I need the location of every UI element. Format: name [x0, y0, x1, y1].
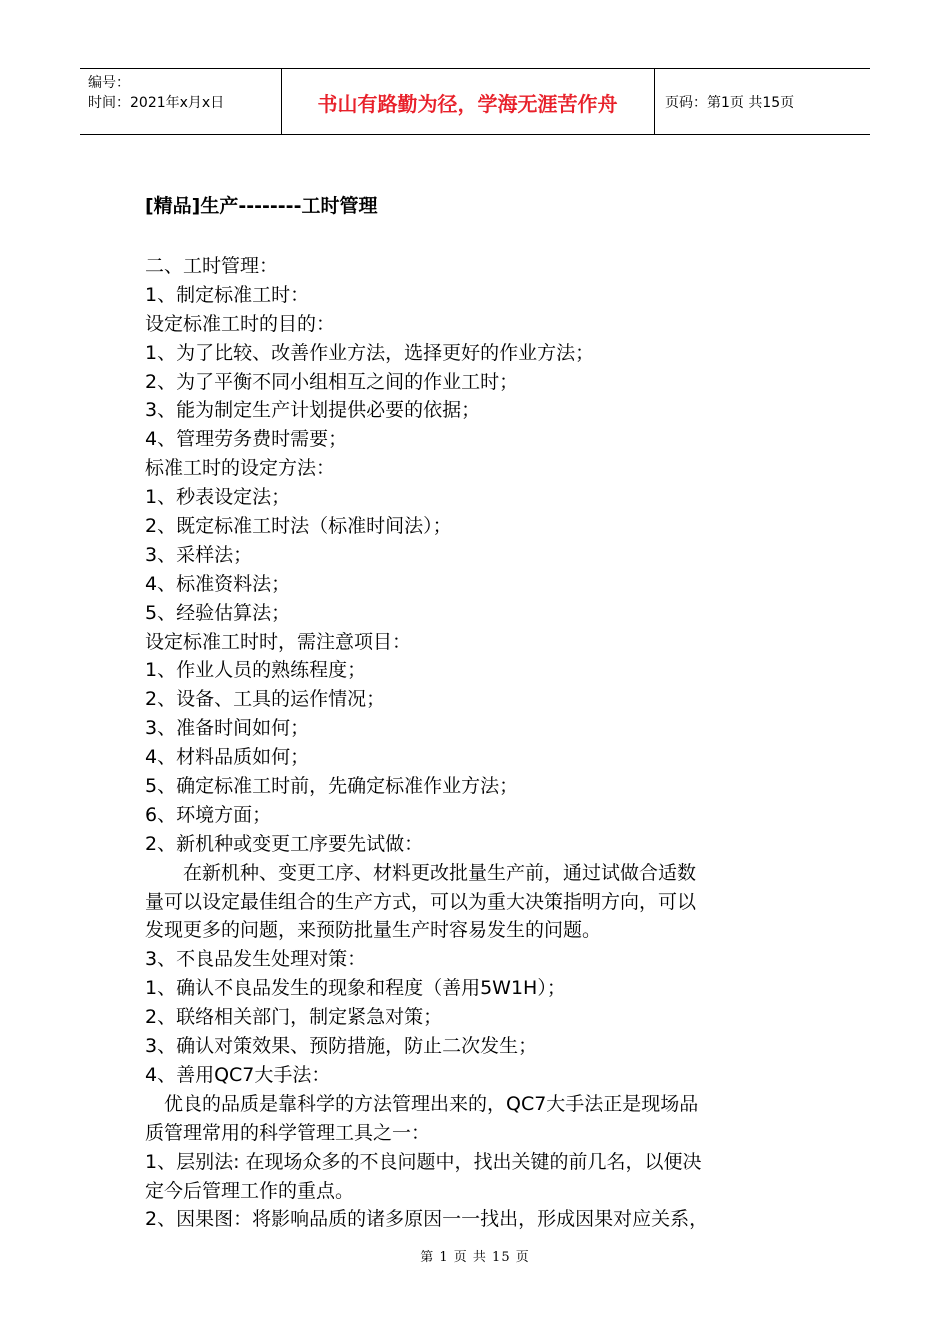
body-line: 1、确认不良品发生的现象和程度（善用5W1H）； [145, 977, 566, 1000]
body-line: 1、作业人员的熟练程度； [145, 659, 367, 682]
body-line: 2、既定标准工时法（标准时间法）； [145, 515, 452, 538]
header-motto: 书山有路勤为径，学海无涯苦作舟 [317, 91, 618, 116]
body-line: 二、工时管理： [145, 255, 279, 277]
body-line: 2、联络相关部门，制定紧急对策； [145, 1006, 443, 1029]
body-line: 4、善用QC7大手法： [145, 1063, 331, 1086]
body-line: 4、管理劳务费时需要； [145, 428, 348, 451]
document-body [145, 252, 805, 1234]
body-line: 4、材料品质如何； [145, 746, 310, 769]
body-line: 5、确定标准工时前，先确定标准作业方法； [145, 775, 519, 798]
body-line: 优良的品质是靠科学的方法管理出来的，QC7大手法正是现场品 [145, 1092, 699, 1115]
header-divider-right [654, 69, 655, 135]
body-line: 设定标准工时的目的： [145, 312, 336, 335]
body-line: 2、为了平衡不同小组相互之间的作业工时； [145, 370, 519, 393]
body-line: 量可以设定最佳组合的生产方式，可以为重大决策指明方向，可以 [145, 890, 697, 913]
body-line: 1、为了比较、改善作业方法，选择更好的作业方法； [145, 341, 595, 364]
body-line: 定今后管理工作的重点。 [145, 1179, 355, 1202]
body-line: 设定标准工时时，需注意项目： [145, 630, 412, 653]
header-page-info: 页码：第1页 共15页 [665, 95, 795, 111]
body-line: 1、制定标准工时： [145, 283, 310, 306]
body-line: 标准工时的设定方法： [145, 457, 336, 480]
body-line: 3、确认对策效果、预防措施，防止二次发生； [145, 1035, 538, 1058]
body-line: 1、秒表设定法； [145, 486, 291, 509]
document-title: [精品]生产--------工时管理 [145, 195, 378, 217]
body-line: 发现更多的问题，来预防批量生产时容易发生的问题。 [145, 919, 602, 942]
page-footer: 第 1 页 共 15 页 [420, 1250, 530, 1265]
document-number-label: 编号： [88, 75, 130, 91]
body-line: 质管理常用的科学管理工具之一： [145, 1121, 431, 1144]
body-line: 2、因果图：将影响品质的诸多原因一一找出，形成因果对应关系， [145, 1208, 709, 1231]
body-line: 1、层别法: 在现场众多的不良问题中，找出关键的前几名，以便决 [145, 1150, 702, 1173]
page-header [80, 68, 870, 135]
body-line: 6、环境方面； [145, 803, 272, 826]
body-line: 3、能为制定生产计划提供必要的依据； [145, 399, 481, 422]
body-line: 2、设备、工具的运作情况； [145, 688, 386, 711]
body-line: 2、新机种或变更工序要先试做： [145, 832, 424, 855]
document-date-label: 时间：2021年x月x日 [88, 95, 225, 111]
body-line: 3、采样法； [145, 543, 253, 566]
header-meta [88, 73, 224, 113]
body-line: 在新机种、变更工序、材料更改批量生产前，通过试做合适数 [145, 861, 697, 884]
body-line: 4、标准资料法； [145, 572, 291, 595]
body-line: 3、准备时间如何； [145, 717, 310, 740]
body-line: 3、不良品发生处理对策： [145, 948, 367, 971]
body-line: 5、经验估算法； [145, 601, 291, 624]
